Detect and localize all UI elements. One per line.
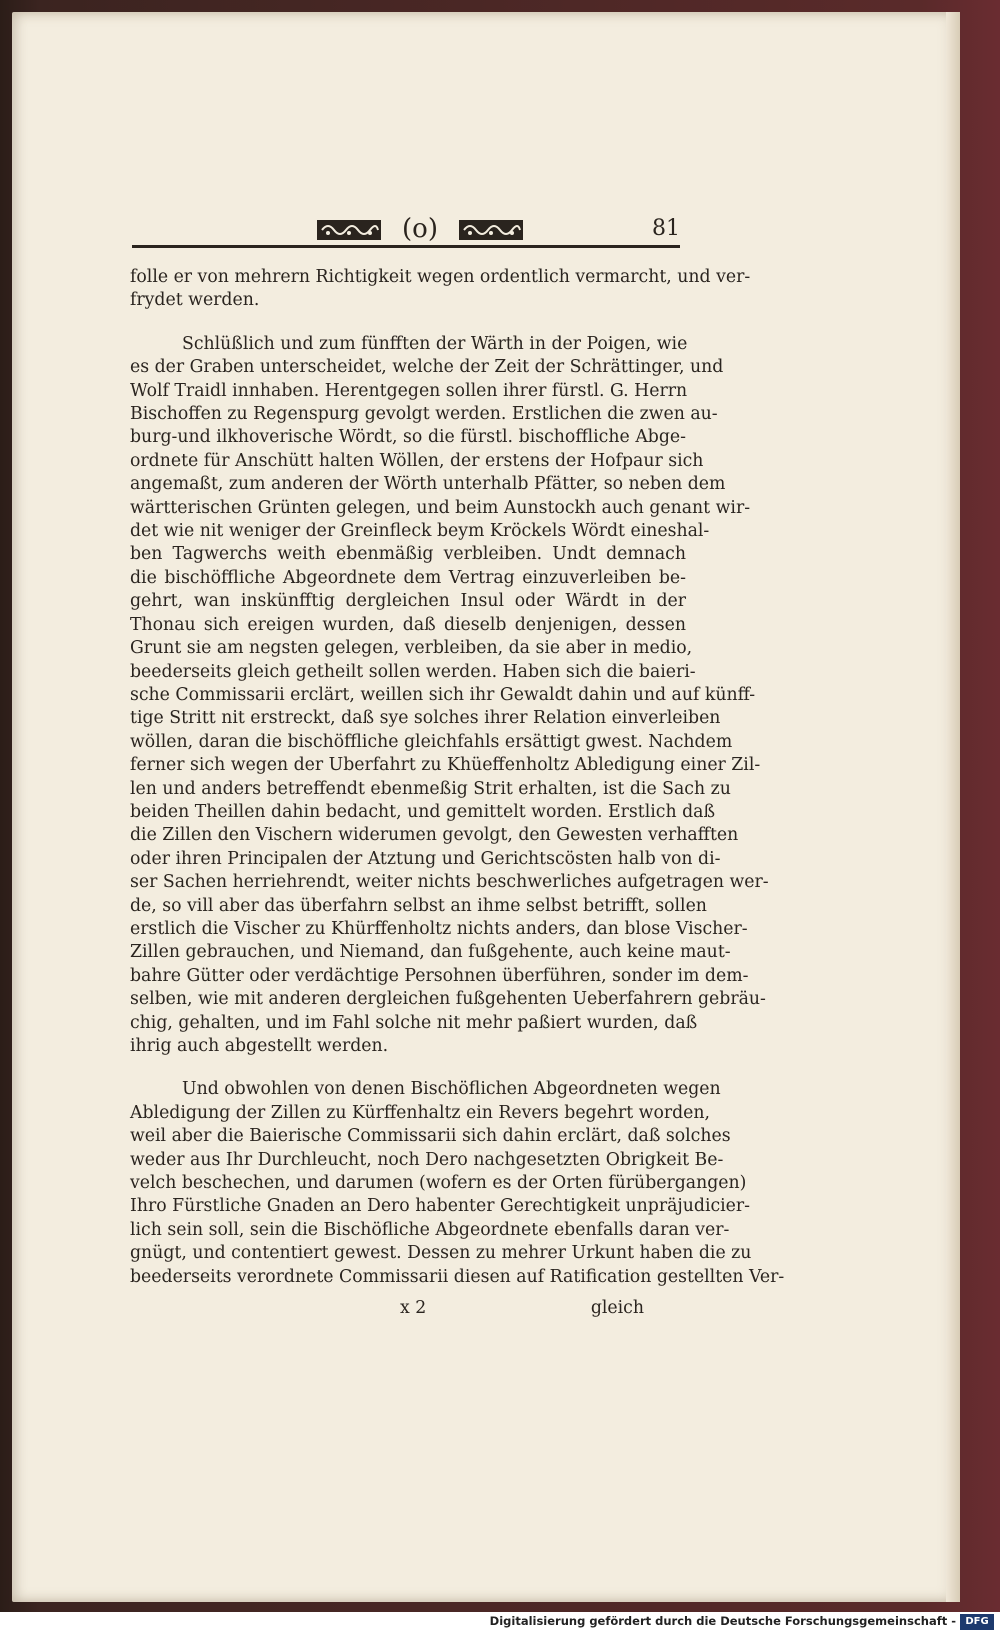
text-line: Abledigung der Zillen zu Kürffenhaltz ein Revers begehrt worden, xyxy=(130,1102,711,1123)
body-text xyxy=(130,266,785,1289)
page-edge xyxy=(946,12,960,1602)
text-line: oder ihren Principalen der Atztung und Gerichtscösten halb von di- xyxy=(130,848,721,869)
text-line: beederseits verordnete Commissarii diesen auf Ratification gestellten Ver- xyxy=(130,1266,785,1287)
text-line: die bischöffliche Abgeordnete dem Vertrag einzuverleiben be- xyxy=(130,567,686,588)
text-line: wöllen, daran die bischöffliche gleichfahls ersättigt gwest. Nachdem xyxy=(130,731,733,752)
text-line: Bischoffen zu Regenspurg gevolgt werden. Erstlichen die zwen au- xyxy=(130,404,718,425)
right-ornament-icon xyxy=(458,218,524,242)
text-line: ferner sich wegen der Uberfahrt zu Khüeffenholtz Abledigung einer Zil- xyxy=(130,755,761,776)
text-line: Zillen gebrauchen, und Niemand, dan fußgehente, auch keine maut- xyxy=(130,942,731,963)
paragraph-gap xyxy=(130,1058,686,1078)
text-line: erstlich die Vischer zu Khürffenholtz nichts anders, dan blose Vischer- xyxy=(130,918,748,939)
text-line: ser Sachen herriehrendt, weiter nichts beschwerliches aufgetragen wer- xyxy=(130,872,769,893)
text-line: Und obwohlen von denen Bischöflichen Abgeordneten wegen xyxy=(182,1079,721,1100)
dfg-logo: DFG xyxy=(960,1614,994,1630)
header-rule xyxy=(132,245,680,248)
text-line: tige Stritt nit erstreckt, daß sye solches ihrer Relation einverleiben xyxy=(130,708,721,729)
text-line: Ihro Fürstliche Gnaden an Dero habenter Gerechtigkeit unpräjudicier- xyxy=(130,1196,751,1217)
text-line: Thonau sich ereigen wurden, daß dieselb denjenigen, dessen xyxy=(130,614,686,635)
paragraph-gap xyxy=(130,313,686,333)
text-line: chig, gehalten, und im Fahl solche nit mehr paßiert wurden, daß xyxy=(130,1012,698,1033)
text-line: weil aber die Baierische Commissarii sich dahin erclärt, daß solches xyxy=(130,1126,731,1147)
text-line: angemaßt, zum anderen der Wörth unterhalb Pfätter, so neben dem xyxy=(130,474,726,495)
text-line: weder aus Ihr Durchleucht, noch Dero nachgesetzten Obrigkeit Be- xyxy=(130,1149,724,1170)
text-line: es der Graben unterscheidet, welche der Zeit der Schrättinger, und xyxy=(130,357,724,378)
header-center: (o) xyxy=(402,214,438,244)
text-line: ordnete für Anschütt halten Wöllen, der erstens der Hofpaur sich xyxy=(130,450,704,471)
left-ornament-icon xyxy=(316,218,382,242)
text-line: gnügt, und contentiert gewest. Dessen zu mehrer Urkunt haben die zu xyxy=(130,1243,752,1264)
page-header xyxy=(120,214,690,252)
text-line: die Zillen den Vischern widerumen gevolgt, den Gewesten verhafften xyxy=(130,825,739,846)
text-line: Wolf Traidl innhaben. Herentgegen sollen ihrer fürstl. G. Herrn xyxy=(130,380,688,401)
text-line: ben Tagwerchs weith ebenmäßig verbleiben. Undt demnach xyxy=(130,544,686,565)
text-line: folle er von mehrern Richtigkeit wegen ordentlich vermarcht, und ver- xyxy=(130,267,751,287)
text-line: Schlüßlich und zum fünfften der Wärth in der Poigen, wie xyxy=(182,333,688,354)
text-line: velch beschechen, und darumen (wofern es der Orten fürübergangen) xyxy=(130,1173,747,1194)
attribution-text: Digitalisierung gefördert durch die Deutsche Forschungsgemeinschaft - xyxy=(489,1614,956,1628)
text-line: ihrig auch abgestellt werden. xyxy=(130,1036,389,1056)
text-line: bahre Gütter oder verdächtige Persohnen überführen, sonder im dem- xyxy=(130,965,749,986)
text-line: lich sein soll, sein die Bischöfliche Abgeordnete ebenfalls daran ver- xyxy=(130,1219,730,1240)
text-line: wärtterischen Grünten gelegen, und beim Aunstockh auch genant wir- xyxy=(130,497,751,518)
text-line: Grunt sie am negsten gelegen, verbleiben, da sie aber in medio, xyxy=(130,638,693,659)
attribution-strip xyxy=(0,1612,1000,1632)
text-line: selben, wie mit anderen dergleichen fußgehenten Ueberfahrern gebräu- xyxy=(130,989,766,1010)
text-line: gehrt, wan inskünfftig dergleichen Insul oder Wärdt in der xyxy=(130,591,686,612)
text-line: beiden Theillen dahin bedacht, und gemittelt worden. Erstlich daß xyxy=(130,801,715,822)
signature-mark: x 2 xyxy=(400,1298,427,1318)
text-line: det wie nit weniger der Greinfleck beym Kröckels Wördt eineshal- xyxy=(130,521,710,542)
text-line: beederseits gleich getheilt sollen werden. Haben sich die baieri- xyxy=(130,661,696,682)
page-number: 81 xyxy=(652,216,680,241)
text-line: de, so vill aber das überfahrn selbst an ihme selbst betrifft, sollen xyxy=(130,895,707,916)
text-line: frydet werden. xyxy=(130,290,260,311)
text-line: sche Commissarii erclärt, weillen sich ihr Gewaldt dahin und auf künff- xyxy=(130,684,756,705)
catchword: gleich xyxy=(590,1298,644,1318)
text-line: burg-und ilkhoverische Wördt, so die fürstl. bischoffliche Abge- xyxy=(130,427,686,448)
page-footer xyxy=(130,1298,686,1322)
text-line: len und anders betreffendt ebenmeßig Strit erhalten, ist die Sach zu xyxy=(130,778,731,799)
